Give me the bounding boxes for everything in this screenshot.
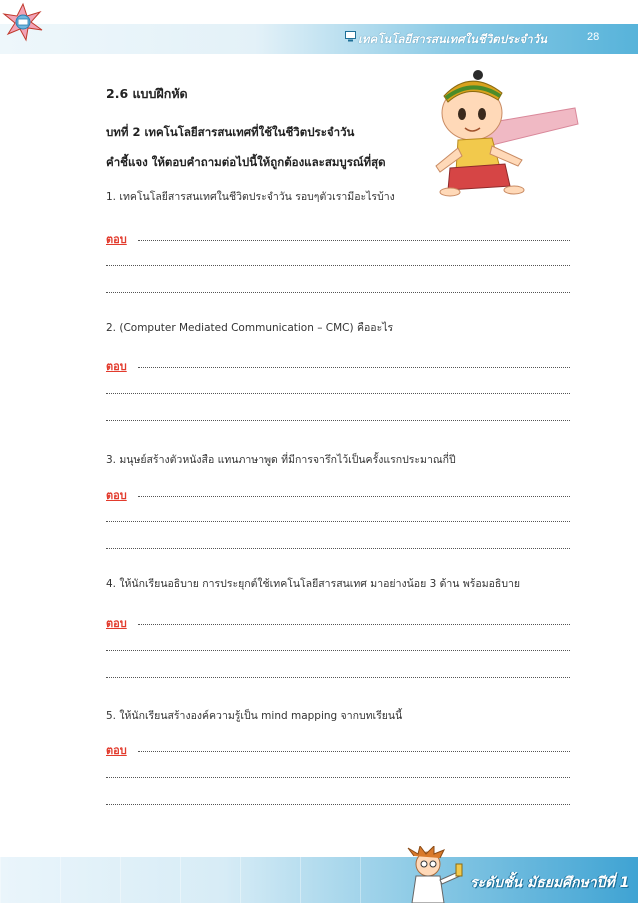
answer-label-4: ตอบ bbox=[106, 617, 127, 630]
computer-icon bbox=[345, 31, 356, 42]
section-title: 2.6 แบบฝึกหัด bbox=[106, 86, 188, 101]
question-2: 2. (Computer Mediated Communication – CMC) คืออะไร bbox=[106, 322, 394, 334]
answer-line[interactable] bbox=[106, 804, 570, 805]
answer-line[interactable] bbox=[106, 777, 570, 778]
answer-line[interactable] bbox=[106, 292, 570, 293]
answer-line[interactable] bbox=[106, 548, 570, 549]
answer-label-1: ตอบ bbox=[106, 233, 127, 246]
answer-line[interactable] bbox=[106, 265, 570, 266]
answer-label-2: ตอบ bbox=[106, 360, 127, 373]
instruction-text: คำชี้แจง ให้ตอบคำถามต่อไปนี้ให้ถูกต้องและสมบูรณ์ที่สุด bbox=[106, 155, 386, 169]
answer-line[interactable] bbox=[138, 751, 570, 752]
question-3: 3. มนุษย์สร้างตัวหนังสือ แทนภาษาพูด ที่มีการจารึกไว้เป็นครั้งแรกประมาณกี่ปี bbox=[106, 454, 456, 466]
answer-line[interactable] bbox=[106, 677, 570, 678]
answer-line[interactable] bbox=[106, 650, 570, 651]
answer-label-5: ตอบ bbox=[106, 744, 127, 757]
page-number: 28 bbox=[587, 31, 600, 43]
footer-pattern bbox=[0, 857, 420, 903]
question-5: 5. ให้นักเรียนสร้างองค์ความรู้เป็น mind mapping จากบทเรียนนี้ bbox=[106, 710, 403, 722]
question-1: 1. เทคโนโลยีสารสนเทศในชีวิตประจำวัน รอบๆตัวเรามีอะไรบ้าง bbox=[106, 191, 395, 203]
answer-line[interactable] bbox=[106, 420, 570, 421]
grade-level-text: ระดับชั้น มัธยมศึกษาปีที่ 1 bbox=[470, 875, 630, 891]
mascot-illustration bbox=[410, 68, 580, 198]
answer-line[interactable] bbox=[138, 240, 570, 241]
scientist-illustration bbox=[398, 846, 468, 903]
logo-icon bbox=[0, 2, 46, 42]
answer-label-3: ตอบ bbox=[106, 489, 127, 502]
header-title: เทคโนโลยีสารสนเทศในชีวิตประจำวัน bbox=[358, 32, 547, 46]
answer-line[interactable] bbox=[106, 393, 570, 394]
answer-line[interactable] bbox=[106, 521, 570, 522]
question-4: 4. ให้นักเรียนอธิบาย การประยุกต์ใช้เทคโนโลยีสารสนเทศ มาอย่างน้อย 3 ด้าน พร้อมอธิบาย bbox=[106, 578, 521, 590]
answer-line[interactable] bbox=[138, 496, 570, 497]
answer-line[interactable] bbox=[138, 367, 570, 368]
answer-line[interactable] bbox=[138, 624, 570, 625]
lesson-title: บทที่ 2 เทคโนโลยีสารสนเทศที่ใช้ในชีวิตประจำวัน bbox=[106, 125, 355, 139]
